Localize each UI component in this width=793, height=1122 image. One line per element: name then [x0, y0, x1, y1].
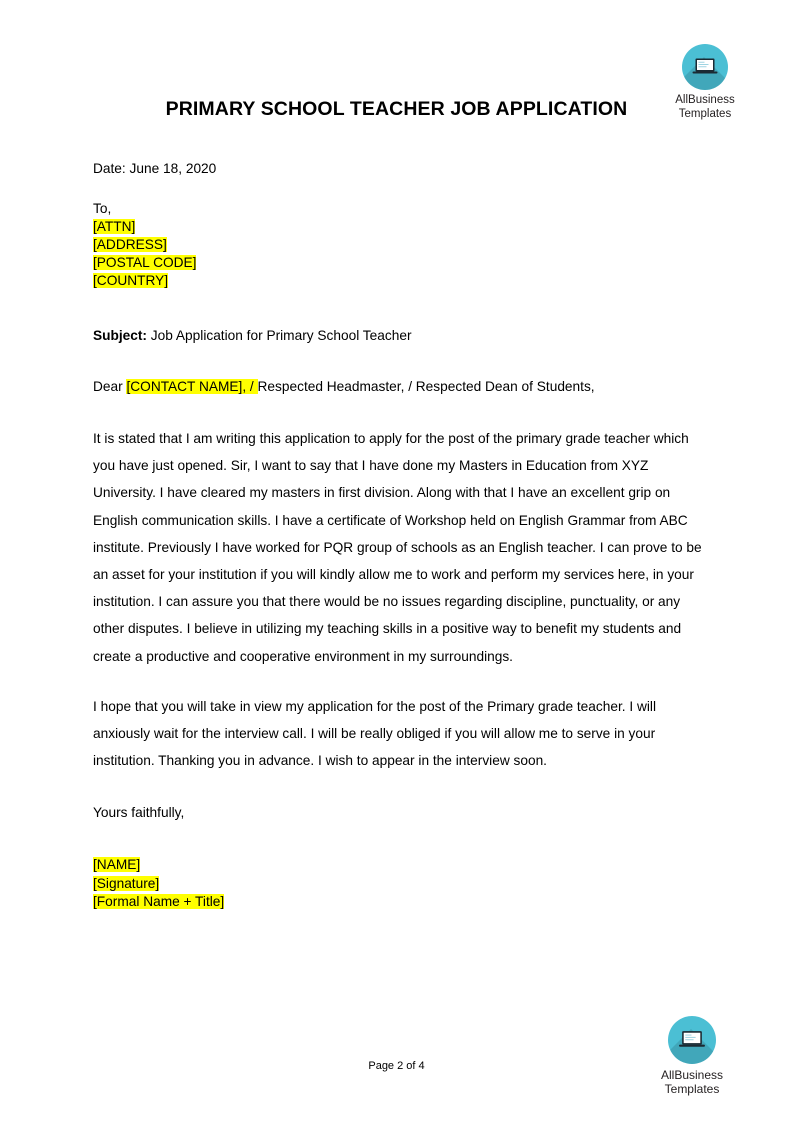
recipient-country	[93, 272, 705, 290]
letter-body	[93, 160, 705, 912]
placeholder-attn: [ATTN]	[93, 219, 136, 234]
logo-line-1: AllBusiness	[660, 1068, 724, 1082]
subject-label: Subject:	[93, 328, 147, 343]
placeholder-postal-code: [POSTAL CODE]	[93, 255, 197, 270]
recipient-address	[93, 236, 705, 254]
signature-formal-title	[93, 893, 705, 912]
recipient-postal-code	[93, 254, 705, 272]
laptop-icon	[692, 57, 719, 77]
recipient-attn	[93, 218, 705, 236]
signature-name	[93, 856, 705, 875]
page-number: Page 2 of 4	[368, 1060, 425, 1072]
closing-line: Yours faithfully,	[93, 805, 185, 821]
logo-line-2: Templates	[664, 1082, 720, 1096]
logo-line-1: AllBusiness	[675, 94, 735, 106]
date-line: Date: June 18, 2020	[93, 161, 217, 176]
placeholder-address: [ADDRESS]	[93, 237, 167, 252]
brand-logo-bottom	[632, 1016, 752, 1096]
placeholder-name: [NAME]	[93, 857, 141, 873]
signature-block	[93, 856, 705, 912]
subject-text: Job Application for Primary School Teacher	[147, 328, 412, 343]
placeholder-signature: [Signature]	[93, 875, 160, 891]
salutation-rest: Respected Headmaster, / Respected Dean of Students,	[257, 379, 595, 394]
logo-wordmark	[632, 1068, 752, 1096]
placeholder-country: [COUNTRY]	[93, 273, 169, 288]
subject-line	[93, 327, 705, 345]
logo-circle	[682, 44, 728, 90]
recipient-block	[93, 200, 705, 290]
placeholder-contact-name: [CONTACT NAME], /	[126, 379, 258, 394]
signature-signature	[93, 875, 705, 894]
salutation-prefix: Dear	[93, 379, 127, 394]
salutation-line	[93, 378, 705, 396]
logo-line-2: Templates	[678, 107, 732, 120]
body-paragraph-2: I hope that you will take in view my application for the post of the Primary grade teacher. I will anxiously wait for the interview call. I will be really obliged if you will allow me to serve in your institution. Thanking you in advance. I wish to appear in the interview soon.	[93, 698, 656, 769]
placeholder-formal-name-title: [Formal Name + Title]	[93, 894, 225, 910]
page-title: PRIMARY SCHOOL TEACHER JOB APPLICATION	[165, 98, 628, 120]
laptop-icon	[678, 1030, 706, 1051]
logo-circle	[668, 1016, 716, 1064]
to-label: To,	[93, 201, 112, 216]
body-paragraph-1: It is stated that I am writing this application to apply for the post of the primary grade teacher which you have just opened. Sir, I want to say that I have done my Masters in Education from XYZ University. I have cleared my masters in first division. Along with that I have an excellent grip on English communication skills. I have a certificate of Workshop held on English Grammar from ABC institute. Previously I have worked for PQR group of schools as an English teacher. I can prove to be an asset for your institution if you will kindly allow me to work and perform my services here, in your institution. I can assure you that there would be no issues regarding discipline, punctuality, or any other disputes. I believe in utilizing my teaching skills in a positive way to benefit my students and create a productive and cooperative environment in my surroundings.	[93, 431, 702, 664]
